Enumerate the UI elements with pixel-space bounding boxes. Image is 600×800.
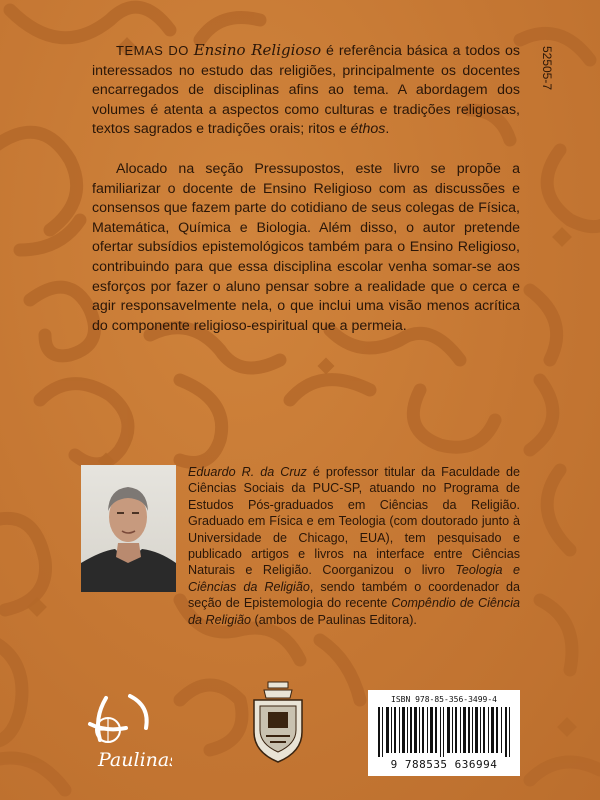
paulinas-logo [80,688,172,774]
series-description-text: é referência básica a todos os interessados no estudo das religiões, principalmente os docentes encarregados de disciplinas afins ao tema. A abordagem dos volumes é atenta a aspectos como culturas e tradições religiosas, textos sagrados e tradições orais; ritos e [92,43,520,138]
isbn-label: ISBN 978-85-356-3499-4 [391,695,497,704]
book-title-2: Compêndio de Ciência da Religião [188,596,520,627]
barcode-bars [378,707,510,757]
author-name: Eduardo R. da Cruz [188,465,307,479]
ethos-word: éthos [350,121,386,138]
coat-of-arms-emblem [246,680,310,766]
isbn-barcode [368,690,520,776]
author-photo [81,465,176,592]
publisher-name: Paulinas [98,749,172,771]
book-description-paragraph: Alocado na seção Pressupostos, este livro se propõe a familiarizar o docente de Ensino Religioso com as discussões e consensos que fazem parte do cotidiano de seus colegas de Física, Matemática, Química e Biologia. Além disso, o autor pretende ofertar subsídios epistemológicos também para o Ensino Religioso, contribuindo para que essa disciplina escolar venha somar-se aos esforços por fazer o aluno pensar sobre a realidade que o cerca e agir responsavelmente nela, o que inclui uma visão menos acrítica do componente religioso-espiritual que a permeia. [92,161,520,334]
series-lead-text: TEMAS DO [116,43,189,58]
book-title-1: Teologia e Ciências da Religião [188,563,521,594]
barcode-digits: 9 788535 636994 [390,758,498,771]
series-description-paragraph: TEMAS DO Ensino Religioso é referência básica a todos os interessados no estudo das religiões, principalmente os docentes encarregados de disciplinas afins ao tema. A abordagem dos volumes é atenta a aspectos como culturas e tradições religiosas, textos sagrados e tradições orais; ritos e éthos. [92,41,520,138]
series-name: Ensino Religioso [193,41,322,59]
author-biography: Eduardo R. da Cruz é professor titular da Faculdade de Ciências Sociais da PUC-SP, atuando no Programa de Estudos Pós-graduados em Ciências da Religião. Graduado em Física e em Teologia (com doutorado junto à Universidade de Chicago, EUA), tem pesquisado e publicado artigos e livros na interface entre Ciências Naturais e Religião. Coorganizou o livro Teologia e Ciências da Religião, sendo também o coordenador da seção de Epistemologia do recente Compêndio de Ciência da Religião (ambos de Paulinas Editora). [188,465,521,627]
spine-code: 52505-7 [540,45,554,91]
